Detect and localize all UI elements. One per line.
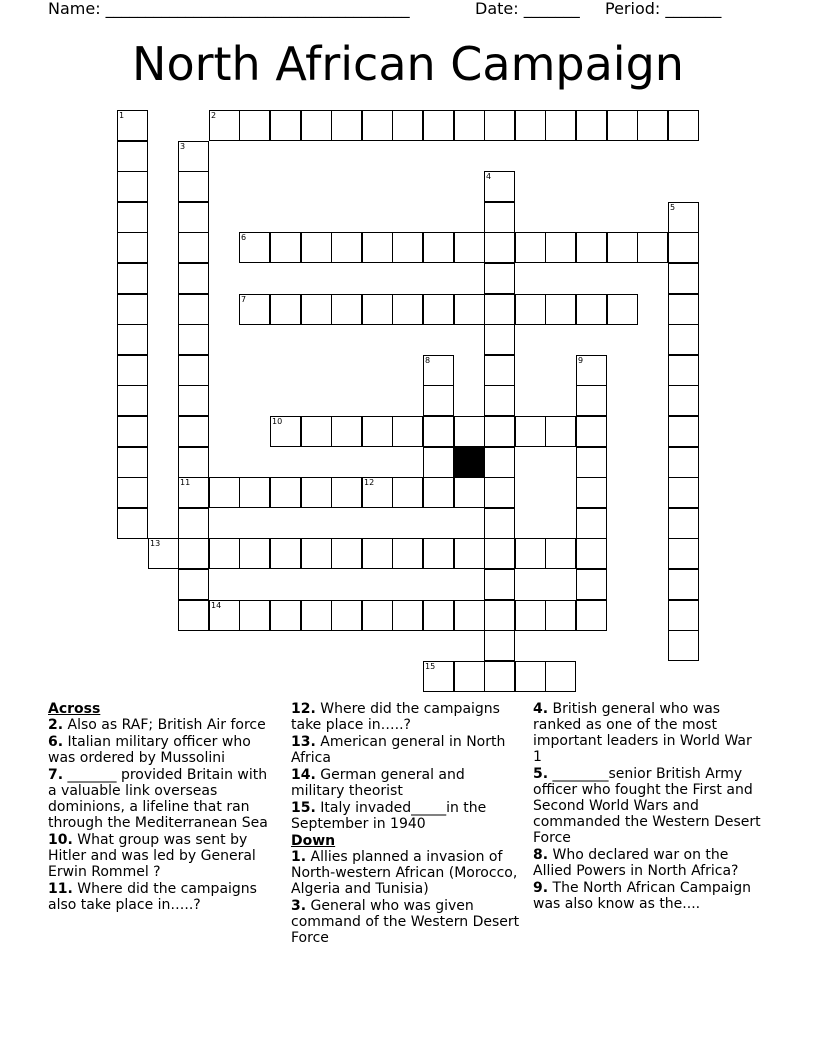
grid-cell[interactable] bbox=[668, 416, 699, 447]
grid-cell[interactable] bbox=[270, 232, 301, 263]
grid-cell[interactable] bbox=[484, 294, 515, 325]
grid-cell[interactable] bbox=[515, 661, 546, 692]
grid-cell[interactable] bbox=[668, 477, 699, 508]
grid-cell[interactable] bbox=[117, 447, 148, 478]
clue-item bbox=[48, 734, 278, 766]
period-field-label: Period: _______ bbox=[605, 0, 722, 18]
grid-cell[interactable] bbox=[576, 416, 607, 447]
grid-cell[interactable] bbox=[117, 263, 148, 294]
cell-number: 4 bbox=[486, 172, 492, 181]
clue-text: The North African Campaign was also know as the.... bbox=[533, 880, 751, 912]
grid-cell[interactable] bbox=[576, 110, 607, 141]
grid-cell[interactable] bbox=[607, 110, 638, 141]
clue-item bbox=[291, 767, 521, 799]
grid-cell[interactable] bbox=[117, 294, 148, 325]
clue-number: 10. bbox=[48, 832, 73, 848]
grid-cell[interactable] bbox=[668, 202, 699, 233]
grid-cell[interactable] bbox=[331, 600, 362, 631]
grid-cell[interactable] bbox=[392, 538, 423, 569]
grid-cell[interactable] bbox=[423, 232, 454, 263]
clue-number: 13. bbox=[291, 734, 316, 750]
clue-number: 7. bbox=[48, 767, 64, 783]
grid-cell[interactable] bbox=[423, 294, 454, 325]
grid-cell[interactable] bbox=[545, 416, 576, 447]
grid-cell[interactable] bbox=[454, 661, 485, 692]
cell-number: 13 bbox=[150, 539, 161, 548]
grid-cell[interactable] bbox=[117, 232, 148, 263]
grid-cell[interactable] bbox=[454, 477, 485, 508]
cell-number: 5 bbox=[670, 203, 676, 212]
clue-item bbox=[533, 701, 763, 765]
grid-cell[interactable] bbox=[484, 538, 515, 569]
grid-cell[interactable] bbox=[423, 447, 454, 478]
grid-cell[interactable] bbox=[423, 416, 454, 447]
grid-cell[interactable] bbox=[423, 538, 454, 569]
grid-cell[interactable] bbox=[607, 232, 638, 263]
clue-text: American general in North Africa bbox=[291, 734, 506, 766]
clue-number: 1. bbox=[291, 849, 307, 865]
grid-cell[interactable] bbox=[515, 110, 546, 141]
grid-cell[interactable] bbox=[515, 538, 546, 569]
grid-cell[interactable] bbox=[484, 324, 515, 355]
clue-item bbox=[291, 800, 521, 832]
grid-cell[interactable] bbox=[178, 569, 209, 600]
grid-cell[interactable] bbox=[239, 600, 270, 631]
clue-number: 9. bbox=[533, 880, 549, 896]
grid-cell[interactable] bbox=[178, 447, 209, 478]
grid-cell[interactable] bbox=[178, 416, 209, 447]
grid-cell[interactable] bbox=[668, 385, 699, 416]
cell-number: 15 bbox=[425, 662, 436, 671]
clue-number: 11. bbox=[48, 881, 73, 897]
grid-cell[interactable] bbox=[607, 294, 638, 325]
grid-cell[interactable] bbox=[117, 141, 148, 172]
cell-number: 1 bbox=[119, 111, 125, 120]
clue-text: General who was given command of the Western Desert Force bbox=[291, 898, 520, 946]
grid-cell[interactable] bbox=[668, 294, 699, 325]
grid-cell[interactable] bbox=[270, 294, 301, 325]
grid-cell[interactable] bbox=[239, 110, 270, 141]
clue-number: 6. bbox=[48, 734, 64, 750]
grid-cell[interactable] bbox=[515, 232, 546, 263]
grid-cell[interactable] bbox=[576, 477, 607, 508]
grid-cell[interactable] bbox=[484, 232, 515, 263]
grid-cell[interactable] bbox=[209, 477, 240, 508]
grid-cell[interactable] bbox=[117, 355, 148, 386]
grid-cell[interactable] bbox=[301, 294, 332, 325]
grid-cell[interactable] bbox=[117, 477, 148, 508]
grid-cell[interactable] bbox=[545, 294, 576, 325]
grid-cell[interactable] bbox=[178, 202, 209, 233]
grid-cell[interactable] bbox=[576, 508, 607, 539]
grid-cell[interactable] bbox=[484, 600, 515, 631]
clue-item bbox=[291, 849, 521, 897]
clue-number: 2. bbox=[48, 717, 64, 733]
grid-cell[interactable] bbox=[362, 416, 393, 447]
grid-cell[interactable] bbox=[178, 508, 209, 539]
grid-cell[interactable] bbox=[331, 538, 362, 569]
grid-cell[interactable] bbox=[362, 477, 393, 508]
grid-cell[interactable] bbox=[362, 110, 393, 141]
grid-cell[interactable] bbox=[668, 232, 699, 263]
clue-number: 8. bbox=[533, 847, 549, 863]
grid-cell[interactable] bbox=[178, 294, 209, 325]
cell-number: 8 bbox=[425, 356, 431, 365]
grid-cell[interactable] bbox=[362, 538, 393, 569]
grid-cell[interactable] bbox=[576, 538, 607, 569]
clue-number: 15. bbox=[291, 800, 316, 816]
grid-cell[interactable] bbox=[576, 294, 607, 325]
cell-number: 7 bbox=[241, 295, 247, 304]
grid-cell[interactable] bbox=[576, 385, 607, 416]
grid-cell[interactable] bbox=[484, 447, 515, 478]
grid-cell[interactable] bbox=[178, 477, 209, 508]
grid-cell[interactable] bbox=[423, 110, 454, 141]
grid-cell[interactable] bbox=[576, 232, 607, 263]
grid-cell[interactable] bbox=[117, 508, 148, 539]
grid-cell[interactable] bbox=[392, 294, 423, 325]
grid-cell[interactable] bbox=[209, 600, 240, 631]
clue-column-3 bbox=[533, 701, 763, 913]
across-heading: Across bbox=[48, 701, 101, 717]
grid-cell[interactable] bbox=[301, 477, 332, 508]
grid-cell[interactable] bbox=[178, 538, 209, 569]
grid-cell[interactable] bbox=[637, 110, 668, 141]
grid-cell[interactable] bbox=[484, 263, 515, 294]
grid-cell[interactable] bbox=[545, 232, 576, 263]
grid-cell[interactable] bbox=[148, 538, 179, 569]
clue-item bbox=[48, 717, 278, 733]
grid-cell[interactable] bbox=[484, 171, 515, 202]
grid-cell[interactable] bbox=[576, 600, 607, 631]
grid-cell[interactable] bbox=[392, 416, 423, 447]
grid-cell[interactable] bbox=[270, 600, 301, 631]
clue-item bbox=[48, 832, 278, 880]
grid-cell[interactable] bbox=[117, 202, 148, 233]
grid-cell[interactable] bbox=[668, 630, 699, 661]
clue-item bbox=[48, 767, 278, 831]
grid-cell[interactable] bbox=[392, 477, 423, 508]
clue-list-col2-across bbox=[291, 701, 521, 832]
grid-cell[interactable] bbox=[515, 416, 546, 447]
grid-cell[interactable] bbox=[209, 538, 240, 569]
clue-item bbox=[533, 880, 763, 912]
clue-text: What group was sent by Hitler and was led by General Erwin Rommel ? bbox=[48, 832, 256, 880]
grid-cell[interactable] bbox=[484, 355, 515, 386]
cell-number: 11 bbox=[180, 478, 191, 487]
cell-number: 14 bbox=[211, 601, 222, 610]
grid-cell[interactable] bbox=[178, 600, 209, 631]
grid-cell[interactable] bbox=[117, 385, 148, 416]
date-field-label: Date: _______ bbox=[475, 0, 580, 18]
grid-cell[interactable] bbox=[515, 600, 546, 631]
grid-cell[interactable] bbox=[545, 661, 576, 692]
grid-cell[interactable] bbox=[392, 232, 423, 263]
grid-cell[interactable] bbox=[454, 600, 485, 631]
grid-cell[interactable] bbox=[117, 171, 148, 202]
clue-text: Italian military officer who was ordered by Mussolini bbox=[48, 734, 251, 766]
clue-text: ________senior British Army officer who fought the First and Second World Wars and commanded the Western Desert Force bbox=[533, 766, 761, 846]
grid-cell[interactable] bbox=[545, 600, 576, 631]
grid-cell[interactable] bbox=[423, 661, 454, 692]
grid-cell[interactable] bbox=[362, 232, 393, 263]
grid-cell[interactable] bbox=[576, 355, 607, 386]
cell-number: 10 bbox=[272, 417, 283, 426]
cell-number: 6 bbox=[241, 233, 247, 242]
grid-cell[interactable] bbox=[178, 232, 209, 263]
clue-column-2 bbox=[291, 701, 521, 947]
clue-text: _______ provided Britain with a valuable link overseas dominions, a lifeline that ran through the Mediterranean Sea bbox=[48, 767, 268, 831]
grid-cell[interactable] bbox=[423, 355, 454, 386]
down-heading: Down bbox=[291, 833, 336, 849]
grid-cell[interactable] bbox=[117, 416, 148, 447]
grid-cell[interactable] bbox=[423, 477, 454, 508]
clue-list-col1 bbox=[48, 717, 278, 913]
grid-cell[interactable] bbox=[362, 294, 393, 325]
grid-cell[interactable] bbox=[515, 294, 546, 325]
grid-cell[interactable] bbox=[668, 538, 699, 569]
clue-item bbox=[291, 898, 521, 946]
grid-cell[interactable] bbox=[178, 141, 209, 172]
grid-cell[interactable] bbox=[545, 538, 576, 569]
grid-cell[interactable] bbox=[239, 232, 270, 263]
grid-cell[interactable] bbox=[423, 385, 454, 416]
grid-cell[interactable] bbox=[484, 569, 515, 600]
grid-cell[interactable] bbox=[178, 324, 209, 355]
clue-text: British general who was ranked as one of the most important leaders in World War 1 bbox=[533, 701, 752, 765]
grid-cell[interactable] bbox=[668, 110, 699, 141]
clue-number: 14. bbox=[291, 767, 316, 783]
grid-cell[interactable] bbox=[668, 263, 699, 294]
grid-cell[interactable] bbox=[668, 508, 699, 539]
cell-number: 12 bbox=[364, 478, 375, 487]
grid-cell[interactable] bbox=[301, 416, 332, 447]
grid-cell[interactable] bbox=[270, 416, 301, 447]
grid-cell[interactable] bbox=[209, 110, 240, 141]
clue-list-col3 bbox=[533, 701, 763, 912]
grid-cell[interactable] bbox=[178, 385, 209, 416]
clue-item bbox=[48, 881, 278, 913]
name-field-label: Name: ______________________________________ bbox=[48, 0, 410, 18]
cell-number: 9 bbox=[578, 356, 584, 365]
grid-cell[interactable] bbox=[301, 110, 332, 141]
grid-cell[interactable] bbox=[668, 569, 699, 600]
grid-cell[interactable] bbox=[423, 600, 454, 631]
clue-text: Italy invaded_____in the September in 1940 bbox=[291, 800, 487, 832]
grid-cell[interactable] bbox=[484, 630, 515, 661]
grid-cell[interactable] bbox=[454, 538, 485, 569]
clue-number: 4. bbox=[533, 701, 549, 717]
clue-list-col2-down bbox=[291, 849, 521, 946]
black-cell bbox=[454, 447, 485, 478]
page-title: North African Campaign bbox=[132, 37, 684, 91]
clue-number: 12. bbox=[291, 701, 316, 717]
grid-cell[interactable] bbox=[637, 232, 668, 263]
grid-cell[interactable] bbox=[239, 294, 270, 325]
grid-cell[interactable] bbox=[362, 600, 393, 631]
clue-number: 5. bbox=[533, 766, 549, 782]
clue-text: Who declared war on the Allied Powers in North Africa? bbox=[533, 847, 739, 879]
grid-cell[interactable] bbox=[576, 569, 607, 600]
grid-cell[interactable] bbox=[239, 538, 270, 569]
grid-cell[interactable] bbox=[484, 477, 515, 508]
grid-cell[interactable] bbox=[484, 110, 515, 141]
grid-cell[interactable] bbox=[454, 232, 485, 263]
grid-cell[interactable] bbox=[484, 508, 515, 539]
clue-item bbox=[291, 701, 521, 733]
grid-cell[interactable] bbox=[178, 263, 209, 294]
grid-cell[interactable] bbox=[668, 447, 699, 478]
grid-cell[interactable] bbox=[576, 447, 607, 478]
clue-text: Also as RAF; British Air force bbox=[63, 717, 266, 733]
grid-cell[interactable] bbox=[331, 110, 362, 141]
cell-number: 3 bbox=[180, 142, 186, 151]
grid-cell[interactable] bbox=[270, 538, 301, 569]
grid-cell[interactable] bbox=[668, 355, 699, 386]
grid-cell[interactable] bbox=[301, 232, 332, 263]
grid-cell[interactable] bbox=[117, 324, 148, 355]
grid-cell[interactable] bbox=[178, 171, 209, 202]
grid-cell[interactable] bbox=[239, 477, 270, 508]
grid-cell[interactable] bbox=[545, 110, 576, 141]
grid-cell[interactable] bbox=[331, 416, 362, 447]
grid-cell[interactable] bbox=[301, 538, 332, 569]
grid-cell[interactable] bbox=[331, 294, 362, 325]
grid-cell[interactable] bbox=[484, 385, 515, 416]
clue-column-1 bbox=[48, 701, 278, 914]
grid-cell[interactable] bbox=[668, 324, 699, 355]
grid-cell[interactable] bbox=[392, 600, 423, 631]
grid-cell[interactable] bbox=[484, 661, 515, 692]
grid-cell[interactable] bbox=[454, 110, 485, 141]
clue-item bbox=[291, 734, 521, 766]
grid-cell[interactable] bbox=[454, 416, 485, 447]
grid-cell[interactable] bbox=[331, 232, 362, 263]
cell-number: 2 bbox=[211, 111, 217, 120]
clue-text: Allies planned a invasion of North-western African (Morocco, Algeria and Tunisia) bbox=[291, 849, 518, 897]
grid-cell[interactable] bbox=[668, 600, 699, 631]
clue-text: Where did the campaigns also take place in…..? bbox=[48, 881, 257, 913]
grid-cell[interactable] bbox=[392, 110, 423, 141]
grid-cell[interactable] bbox=[270, 477, 301, 508]
grid-cell[interactable] bbox=[484, 416, 515, 447]
grid-cell[interactable] bbox=[331, 477, 362, 508]
clue-number: 3. bbox=[291, 898, 307, 914]
grid-cell[interactable] bbox=[178, 355, 209, 386]
grid-cell[interactable] bbox=[117, 110, 148, 141]
clue-text: Where did the campaigns take place in…..? bbox=[291, 701, 500, 733]
grid-cell[interactable] bbox=[484, 202, 515, 233]
clue-text: German general and military theorist bbox=[291, 767, 465, 799]
grid-cell[interactable] bbox=[301, 600, 332, 631]
clue-item bbox=[533, 847, 763, 879]
clue-item bbox=[533, 766, 763, 846]
grid-cell[interactable] bbox=[270, 110, 301, 141]
grid-cell[interactable] bbox=[454, 294, 485, 325]
